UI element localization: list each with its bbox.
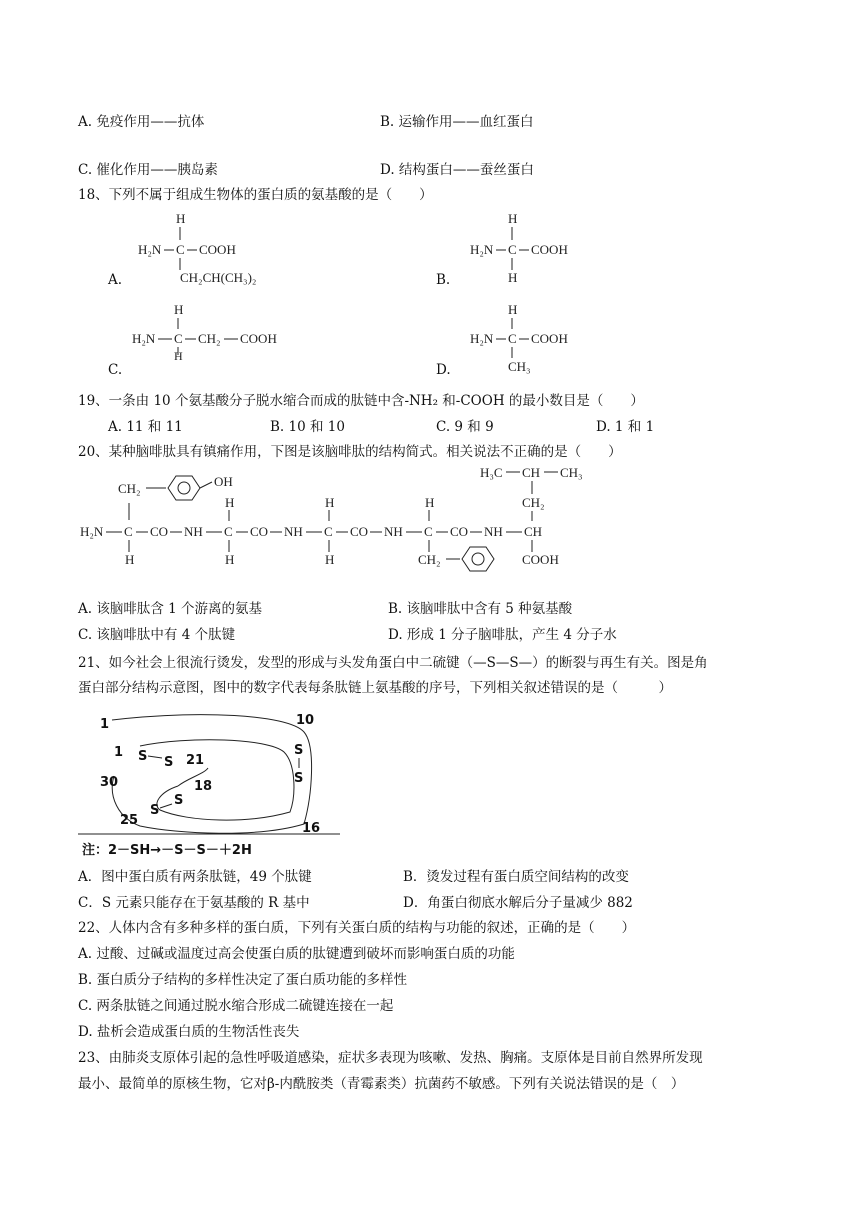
- q18-label-c: C.: [108, 362, 123, 378]
- q21-stem-line1: 21、如今社会上很流行烫发，发型的形成与头发角蛋白中二硫键（—S—S—）的断裂与再生有关。图是角: [78, 655, 708, 671]
- q21-option-a: A．图中蛋白质有两条肽链，49 个肽键: [78, 869, 312, 885]
- q21-option-c: C．S 元素只能存在于氨基酸的 R 基中: [78, 895, 310, 911]
- svg-text:H: H: [125, 552, 135, 567]
- svg-text:S: S: [174, 793, 184, 808]
- svg-text:S: S: [294, 771, 304, 786]
- svg-text:CH₂: CH₂: [118, 481, 141, 496]
- svg-text:NH: NH: [384, 524, 403, 539]
- svg-text:C: C: [424, 524, 433, 539]
- q18-label-a: A.: [108, 272, 123, 288]
- svg-text:C: C: [124, 524, 133, 539]
- q18-label-b: B.: [436, 272, 451, 288]
- svg-text:CO: CO: [250, 524, 269, 539]
- svg-text:S: S: [150, 803, 160, 818]
- svg-text:CH₂: CH₂: [418, 552, 441, 567]
- q21-option-d: D．角蛋白彻底水解后分子量减少 882: [403, 895, 633, 911]
- svg-text:NH: NH: [284, 524, 303, 539]
- svg-text:H₂N: H₂N: [132, 331, 156, 346]
- q20-option-d: D. 形成 1 分子脑啡肽，产生 4 分子水: [388, 627, 617, 643]
- q19-option-b: B. 10 和 10: [270, 419, 345, 435]
- q19-stem: 19、一条由 10 个氨基酸分子脱水缩合而成的肽链中含-NH₂ 和-COOH 的最小数目是（ ）: [78, 393, 644, 409]
- svg-text:H: H: [325, 552, 335, 567]
- svg-text:COOH: COOH: [522, 552, 559, 567]
- q20-enkephalin-structure: [76, 460, 596, 582]
- svg-text:25: 25: [120, 813, 139, 828]
- svg-text:COOH: COOH: [199, 242, 236, 257]
- q19-option-a: A. 11 和 11: [108, 419, 183, 435]
- svg-text:S: S: [294, 743, 304, 758]
- svg-text:H: H: [508, 302, 518, 317]
- q21-option-b: B．烫发过程有蛋白质空间结构的改变: [403, 869, 629, 885]
- q22-option-a: A. 过酸、过碱或温度过高会使蛋白质的肽键遭到破坏而影响蛋白质的功能: [78, 946, 515, 962]
- q18-stem: 18、下列不属于组成生物体的蛋白质的氨基酸的是（ ）: [78, 187, 433, 203]
- q19-option-d: D. 1 和 1: [596, 419, 655, 435]
- q23-stem-line2: 最小、最简单的原核生物，它对β-内酰胺类（青霉素类）抗菌药不敏感。下列有关说法错误的是（ ）: [78, 1076, 685, 1092]
- svg-text:H: H: [425, 495, 435, 510]
- svg-text:C: C: [174, 331, 183, 346]
- svg-text:CO: CO: [450, 524, 469, 539]
- svg-text:CH: CH: [522, 465, 541, 480]
- svg-text:H₂N: H₂N: [80, 524, 104, 539]
- q22-option-b: B. 蛋白质分子结构的多样性决定了蛋白质功能的多样性: [78, 972, 408, 988]
- svg-text:S: S: [164, 755, 174, 770]
- svg-text:H₂N: H₂N: [470, 242, 494, 257]
- svg-text:18: 18: [194, 779, 213, 794]
- svg-text:10: 10: [296, 713, 315, 728]
- svg-text:30: 30: [100, 775, 119, 790]
- svg-text:H₃C: H₃C: [480, 465, 503, 480]
- svg-text:COOH: COOH: [240, 331, 277, 346]
- svg-text:CH₂: CH₂: [198, 331, 221, 346]
- q17-option-a: A. 免疫作用——抗体: [78, 114, 205, 130]
- q18-structure-c: [126, 300, 296, 360]
- svg-text:C: C: [224, 524, 233, 539]
- q18-structure-d: [462, 300, 592, 380]
- q22-option-d: D. 盐析会造成蛋白质的生物活性丧失: [78, 1024, 300, 1040]
- svg-text:C: C: [176, 242, 185, 257]
- svg-text:C: C: [508, 331, 517, 346]
- q21-stem-line2: 蛋白部分结构示意图，图中的数字代表每条肽链上氨基酸的序号，下列相关叙述错误的是（ ）: [78, 680, 672, 696]
- svg-text:H: H: [225, 552, 235, 567]
- svg-text:CO: CO: [150, 524, 169, 539]
- svg-text:H₂N: H₂N: [138, 242, 162, 257]
- q18-label-d: D.: [436, 362, 451, 378]
- svg-text:CH₂CH(CH₃)₂: CH₂CH(CH₃)₂: [180, 270, 257, 285]
- q20-option-a: A. 该脑啡肽含 1 个游离的氨基: [78, 601, 263, 617]
- svg-text:S: S: [138, 749, 148, 764]
- svg-text:注：2－SH→－S－S－＋2H: 注：2－SH→－S－S－＋2H: [82, 843, 252, 858]
- q17-option-d: D. 结构蛋白——蚕丝蛋白: [380, 162, 534, 178]
- q20-option-c: C. 该脑啡肽中有 4 个肽键: [78, 627, 236, 643]
- q18-structure-b: [462, 208, 592, 288]
- q17-option-c: C. 催化作用——胰岛素: [78, 162, 218, 178]
- svg-text:1: 1: [114, 745, 124, 760]
- svg-text:H₂N: H₂N: [470, 331, 494, 346]
- q17-option-b: B. 运输作用——血红蛋白: [380, 114, 534, 130]
- svg-text:CH₃: CH₃: [560, 465, 583, 480]
- q22-stem: 22、人体内含有多种多样的蛋白质，下列有关蛋白质的结构与功能的叙述，正确的是（ ）: [78, 920, 636, 936]
- q22-option-c: C. 两条肽链之间通过脱水缩合形成二硫键连接在一起: [78, 998, 394, 1014]
- svg-text:H: H: [174, 302, 184, 317]
- q18-structure-a: [130, 208, 290, 288]
- svg-text:COOH: COOH: [531, 242, 568, 257]
- svg-text:CH₂: CH₂: [522, 495, 545, 510]
- svg-text:NH: NH: [184, 524, 203, 539]
- svg-text:H: H: [508, 270, 518, 285]
- svg-text:H: H: [325, 495, 335, 510]
- svg-text:16: 16: [302, 821, 321, 836]
- svg-text:COOH: COOH: [531, 331, 568, 346]
- svg-text:H: H: [174, 349, 183, 360]
- svg-text:H: H: [176, 211, 186, 226]
- q20-option-b: B. 该脑啡肽中含有 5 种氨基酸: [388, 601, 573, 617]
- svg-text:CH₃: CH₃: [508, 359, 531, 374]
- q20-stem: 20、某种脑啡肽具有镇痛作用，下图是该脑啡肽的结构简式。相关说法不正确的是（ ）: [78, 444, 622, 460]
- q19-option-c: C. 9 和 9: [436, 419, 494, 435]
- svg-text:H: H: [508, 211, 518, 226]
- svg-text:H: H: [225, 495, 235, 510]
- q23-stem-line1: 23、由肺炎支原体引起的急性呼吸道感染，症状多表现为咳嗽、发热、胸痛。支原体是目前自然界所发现: [78, 1050, 703, 1066]
- svg-text:NH: NH: [484, 524, 503, 539]
- svg-text:CO: CO: [350, 524, 369, 539]
- q21-keratin-diagram: [78, 706, 344, 860]
- svg-text:OH: OH: [214, 474, 233, 489]
- svg-text:21: 21: [186, 753, 205, 768]
- svg-text:C: C: [508, 242, 517, 257]
- svg-text:C: C: [324, 524, 333, 539]
- svg-text:CH: CH: [524, 524, 543, 539]
- svg-text:1: 1: [100, 717, 110, 732]
